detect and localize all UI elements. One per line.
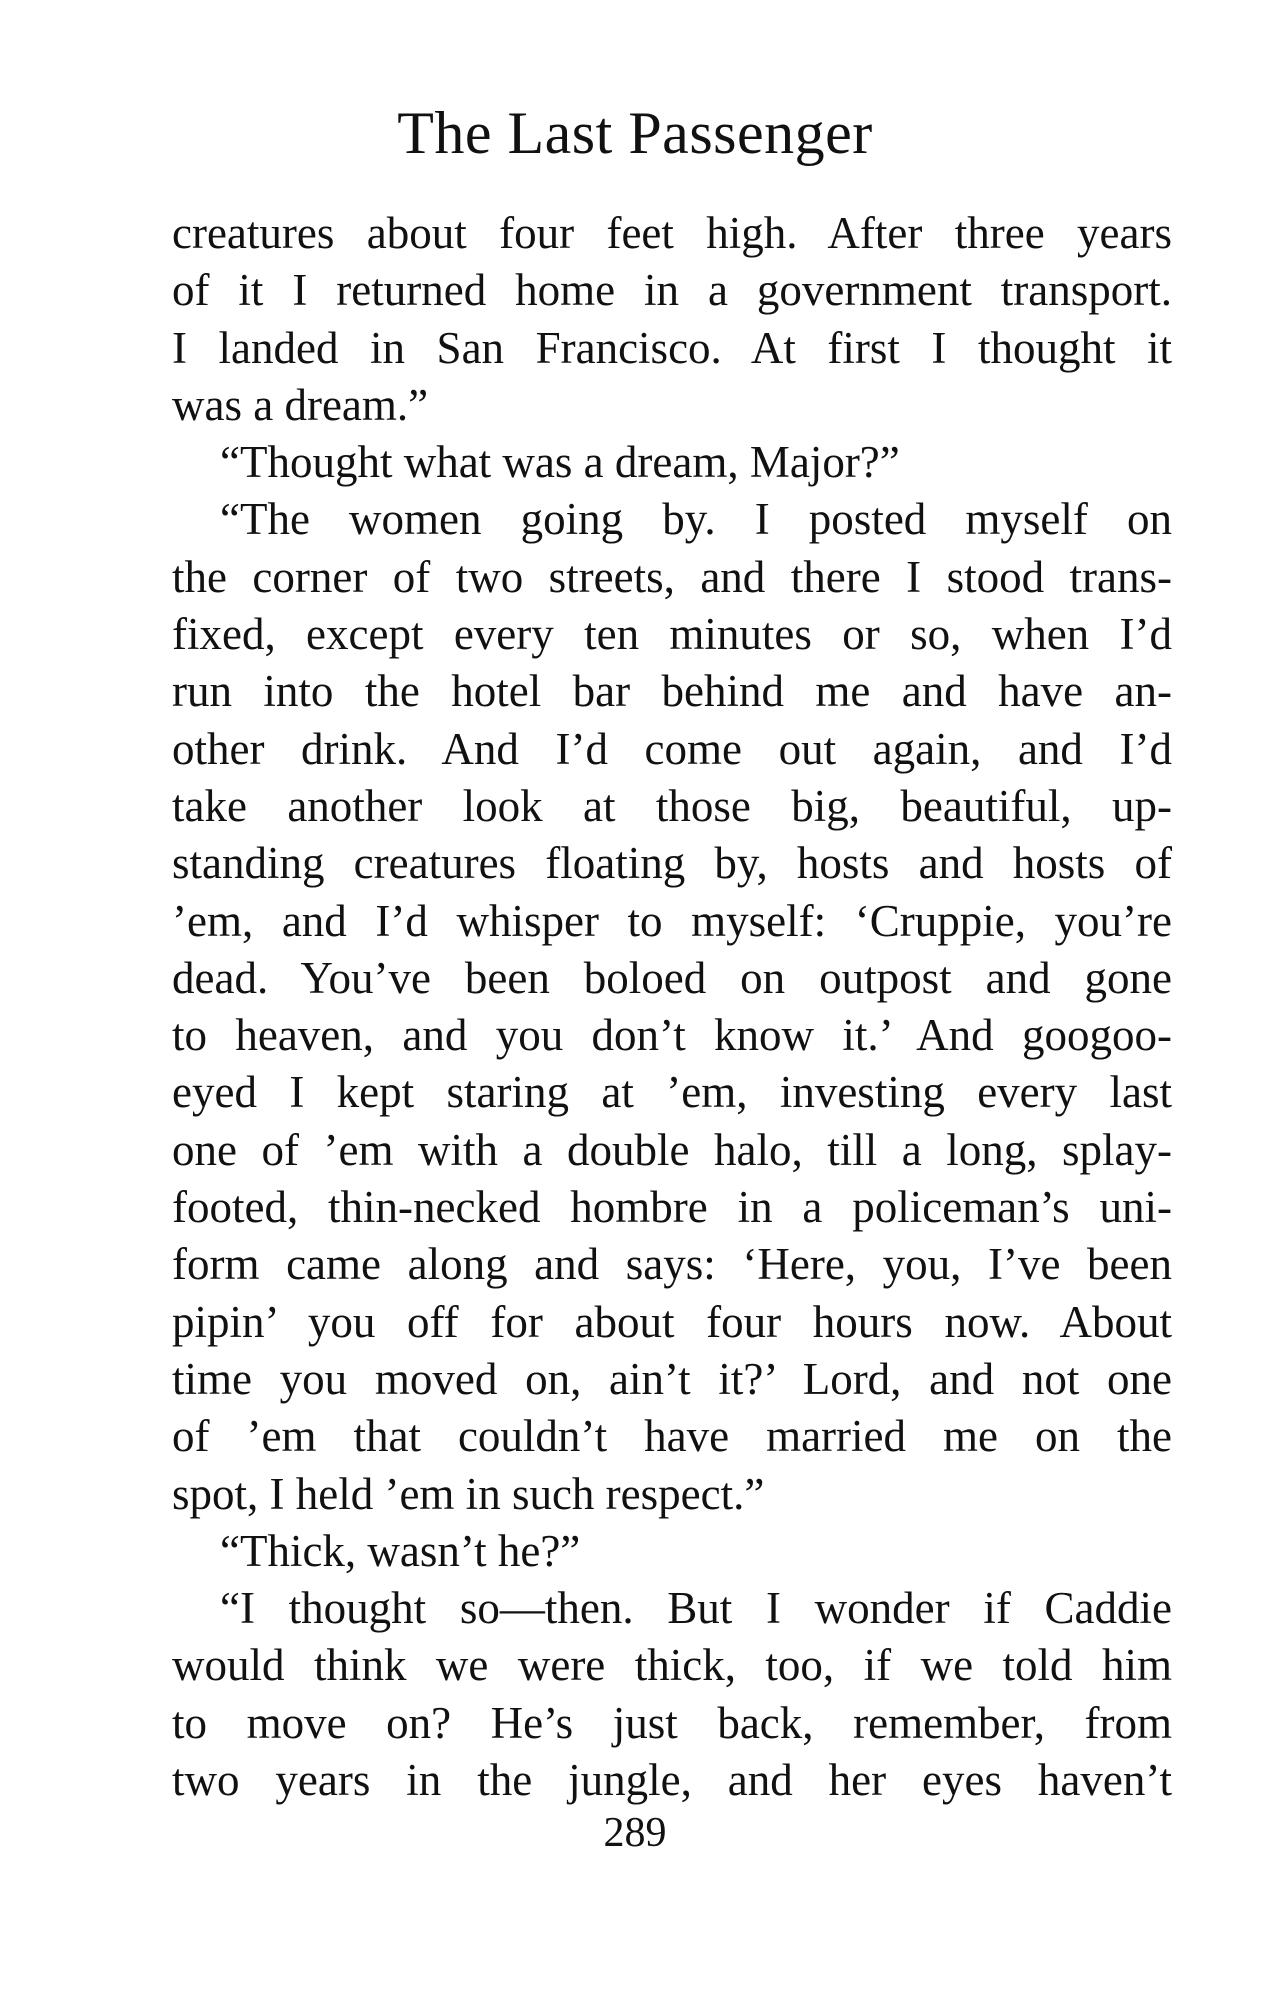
text-line: run into the hotel bar behind me and have an- (172, 666, 1172, 717)
text-line: “I thought so—then. But I wonder if Caddie (220, 1583, 1172, 1634)
page-number: 289 (603, 1810, 667, 1856)
text-line: “Thought what was a dream, Major?” (220, 437, 900, 488)
text-line: I landed in San Francisco. At first I thought it (172, 322, 1172, 373)
text-line: to move on? He’s just back, remember, from (172, 1697, 1172, 1748)
text-line: one of ’em with a double halo, till a long, splay- (172, 1124, 1172, 1175)
text-line: two years in the jungle, and her eyes haven’t (172, 1755, 1172, 1806)
text-line: “Thick, wasn’t he?” (220, 1525, 581, 1576)
text-line: form came along and says: ‘Here, you, I’ve been (172, 1239, 1172, 1290)
text-line: footed, thin-necked hombre in a policeman’s uni- (172, 1182, 1172, 1233)
body-text (172, 205, 1172, 1809)
text-line: pipin’ you off for about four hours now. About (172, 1296, 1172, 1347)
text-line: take another look at those big, beautiful, up- (172, 780, 1172, 831)
text-line: was a dream.” (172, 379, 429, 430)
text-line: standing creatures floating by, hosts and hosts of (172, 838, 1172, 889)
text-line: creatures about four feet high. After three years (172, 208, 1172, 258)
text-line: of ’em that couldn’t have married me on the (172, 1411, 1172, 1462)
text-line: dead. You’ve been boloed on outpost and gone (172, 952, 1172, 1003)
text-line: time you moved on, ain’t it?’ Lord, and not one (172, 1353, 1172, 1404)
text-line: “The women going by. I posted myself on (220, 494, 1172, 545)
text-line: the corner of two streets, and there I stood trans- (172, 551, 1172, 602)
text-line: fixed, except every ten minutes or so, when I’d (172, 609, 1172, 660)
running-head: The Last Passenger (397, 100, 873, 166)
text-line: other drink. And I’d come out again, and I’d (172, 723, 1172, 774)
text-line: ’em, and I’d whisper to myself: ‘Cruppie, you’re (172, 895, 1172, 946)
text-line: spot, I held ’em in such respect.” (172, 1468, 765, 1519)
text-line: to heaven, and you don’t know it.’ And googoo- (172, 1010, 1172, 1061)
text-line: of it I returned home in a government transport. (172, 265, 1172, 316)
text-line: would think we were thick, too, if we told him (172, 1640, 1172, 1691)
text-line: eyed I kept staring at ’em, investing every last (172, 1067, 1172, 1118)
